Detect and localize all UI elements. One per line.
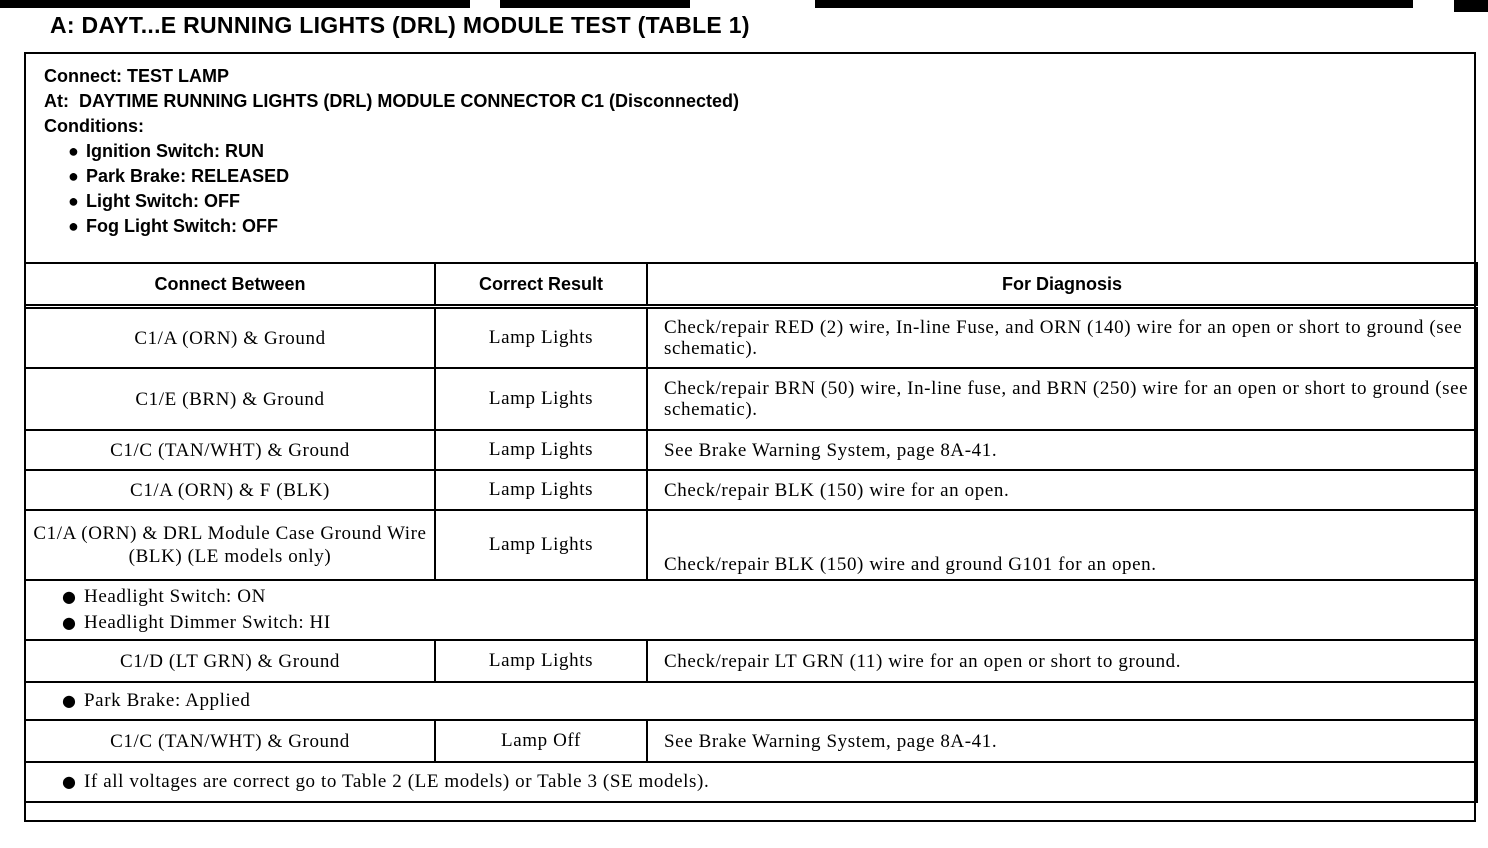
connect-between-cell: C1/C (TAN/WHT) & Ground: [25, 430, 435, 470]
correct-result-cell: Lamp Lights: [435, 510, 647, 580]
bullet-icon: ●: [62, 587, 77, 606]
at-label: At:: [44, 91, 69, 111]
correct-result-cell: Lamp Lights: [435, 307, 647, 369]
diagnosis-cell: See Brake Warning System, page 8A-41.: [647, 430, 1477, 470]
note-text: Headlight Switch: ON: [84, 586, 266, 607]
table-row: [25, 510, 1477, 580]
correct-result-cell: Lamp Lights: [435, 368, 647, 430]
condition-note-row: [25, 762, 1477, 802]
table-row: [25, 470, 1477, 510]
note-item: [62, 584, 1476, 610]
condition-item: [44, 139, 739, 164]
bullet-icon: ●: [68, 216, 79, 236]
condition-item: [44, 164, 739, 189]
at-line: [44, 89, 739, 114]
table-row: [25, 368, 1477, 430]
column-header-for-diagnosis: For Diagnosis: [647, 263, 1477, 307]
condition-text: Fog Light Switch: OFF: [86, 216, 278, 236]
connect-value: TEST LAMP: [127, 66, 230, 86]
condition-text: Light Switch: OFF: [86, 191, 240, 211]
table-row: [25, 307, 1477, 369]
page-title: A: DAYT...E RUNNING LIGHTS (DRL) MODULE TEST (TABLE 1): [50, 12, 750, 38]
bullet-icon: ●: [62, 772, 77, 791]
top-border-bar: [0, 0, 470, 8]
bullet-icon: ●: [62, 613, 77, 632]
condition-item: [44, 214, 739, 239]
connect-between-cell: C1/D (LT GRN) & Ground: [25, 640, 435, 682]
diagnosis-cell: Check/repair LT GRN (11) wire for an open or short to ground.: [647, 640, 1477, 682]
conditions-label: Conditions:: [44, 116, 144, 136]
note-text: Headlight Dimmer Switch: HI: [84, 612, 331, 633]
bullet-icon: ●: [68, 191, 79, 211]
condition-note-cell: [25, 580, 1477, 640]
correct-result-cell: Lamp Lights: [435, 430, 647, 470]
connect-line: [44, 64, 739, 89]
note-text: Park Brake: Applied: [84, 690, 251, 711]
table-row: [25, 430, 1477, 470]
condition-note-row: [25, 580, 1477, 640]
corner-block: [1454, 0, 1488, 12]
bullet-icon: ●: [68, 141, 79, 161]
table-row: [25, 720, 1477, 762]
column-header-correct-result: Correct Result: [435, 263, 647, 307]
connect-label: Connect:: [44, 66, 122, 86]
diagnosis-cell: Check/repair BLK (150) wire for an open.: [647, 470, 1477, 510]
connect-between-cell: C1/A (ORN) & F (BLK): [25, 470, 435, 510]
bullet-icon: ●: [68, 166, 79, 186]
diagnosis-cell: See Brake Warning System, page 8A-41.: [647, 720, 1477, 762]
condition-note-row: [25, 682, 1477, 720]
note-item: [62, 688, 1476, 714]
correct-result-cell: Lamp Off: [435, 720, 647, 762]
condition-item: [44, 189, 739, 214]
condition-note-cell: [25, 762, 1477, 802]
condition-text: Ignition Switch: RUN: [86, 141, 264, 161]
condition-text: Park Brake: RELEASED: [86, 166, 290, 186]
correct-result-cell: Lamp Lights: [435, 640, 647, 682]
at-value: DAYTIME RUNNING LIGHTS (DRL) MODULE CONNECTOR C1 (Disconnected): [79, 91, 740, 111]
test-header: [44, 64, 739, 239]
test-table-frame: [24, 52, 1476, 822]
diagnosis-cell: Check/repair BLK (150) wire and ground G101 for an open.: [647, 510, 1477, 580]
bullet-icon: ●: [62, 691, 77, 710]
test-table: [24, 262, 1478, 803]
connect-between-cell: C1/C (TAN/WHT) & Ground: [25, 720, 435, 762]
top-border-bar: [500, 0, 690, 8]
table-header-row: [25, 263, 1477, 307]
table-row: [25, 640, 1477, 682]
note-item: [62, 610, 1476, 636]
note-item: [62, 769, 1476, 795]
connect-between-cell: C1/A (ORN) & Ground: [25, 307, 435, 369]
diagnosis-cell: Check/repair BRN (50) wire, In-line fuse, and BRN (250) wire for an open or short to ground (see schematic).: [647, 368, 1477, 430]
diagnosis-cell: Check/repair RED (2) wire, In-line Fuse, and ORN (140) wire for an open or short to ground (see schematic).: [647, 307, 1477, 369]
connect-between-cell: C1/E (BRN) & Ground: [25, 368, 435, 430]
note-text: If all voltages are correct go to Table 2 (LE models) or Table 3 (SE models).: [84, 771, 710, 792]
connect-between-cell: C1/A (ORN) & DRL Module Case Ground Wire (BLK) (LE models only): [25, 510, 435, 580]
top-border-bar: [815, 0, 1413, 8]
condition-note-cell: [25, 682, 1477, 720]
column-header-connect-between: Connect Between: [25, 263, 435, 307]
correct-result-cell: Lamp Lights: [435, 470, 647, 510]
